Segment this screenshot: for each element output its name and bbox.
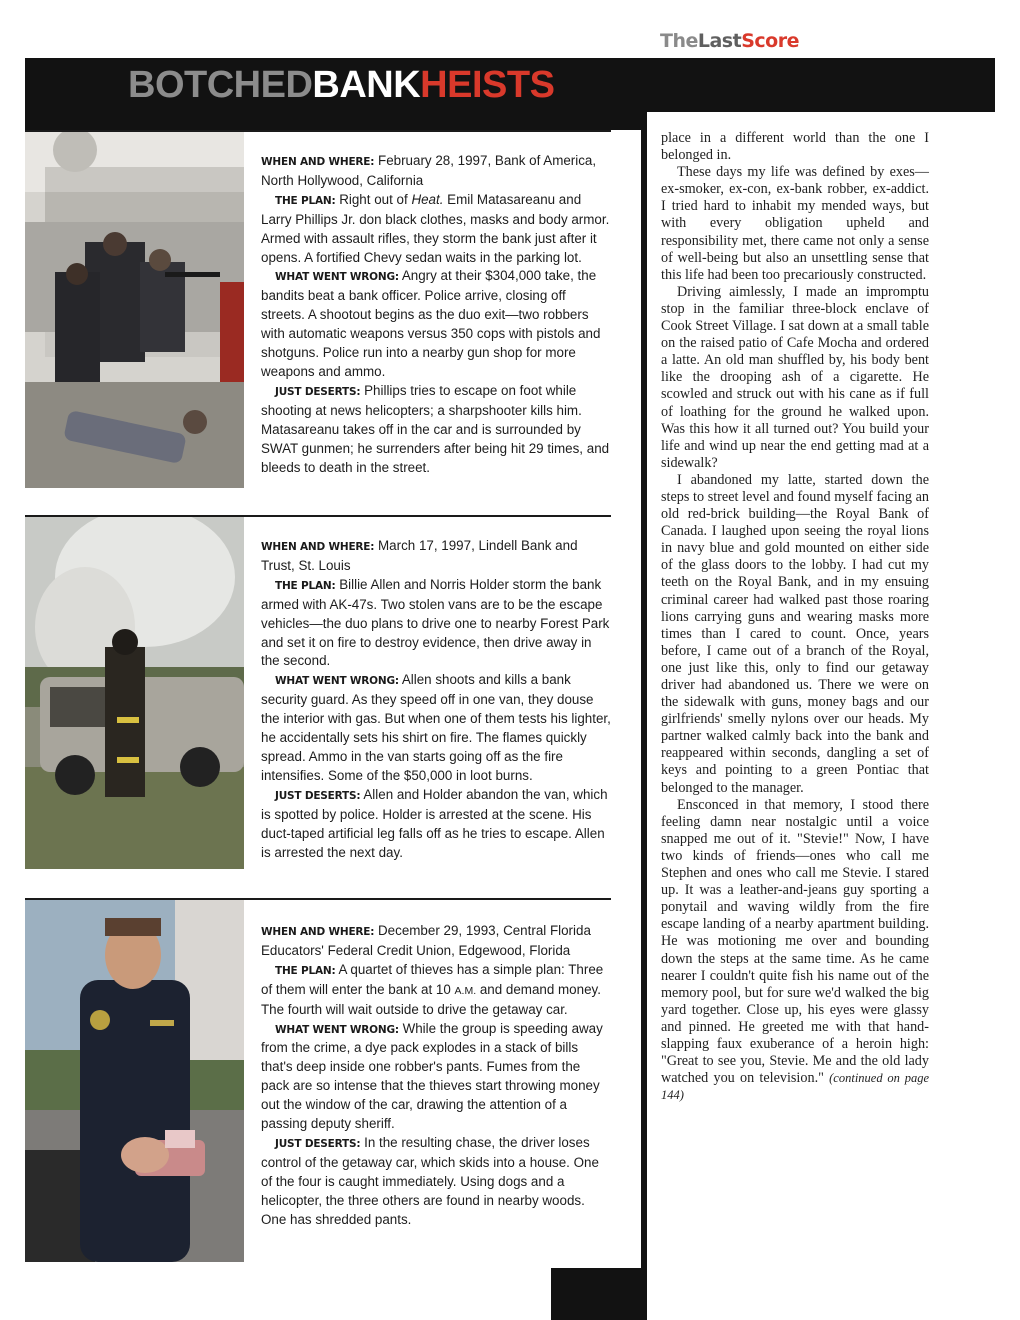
story-column	[661, 130, 929, 1104]
photo-deputy	[25, 900, 244, 1262]
column-rule	[641, 58, 647, 1320]
continued-note: (continued on page 144)	[661, 1071, 929, 1103]
story-paragraph: I abandoned my latte, started down the steps to street level and found myself facing an old red-brick building—the Royal Bank of Canada. I laughed upon seeing the royal lions in navy blue and gold mounted on either side of the glass doors to the lobby. I had cut my teeth on the Royal Bank, and in my ensuing criminal career had walked past those roaring lions carrying guns and wearing masks more times than I cared to count. Once, years before, I came out of a branch of the Royal, one just like this, only to find our getaway driver had abandoned us. There we were on the sidewalk with guns, money bags and our girlfriends' smelly nylons over our heads. My partner walked calmly back into the bank and reappeared within seconds, dangling a set of keys and pointing to a green Pontiac that belonged to the manager.	[661, 471, 929, 796]
story-paragraph: These days my life was defined by exes—ex-smoker, ex-con, ex-bank robber, ex-addict. I tried hard to inhabit my mended ways, but with every obligation upheld and responsibility met, there came not only a sense of well-being but also an unsettling sense that this life had been too precariously constructed.	[661, 164, 929, 283]
photo-burning-van	[25, 517, 244, 869]
heist-entry: WHEN AND WHERE: February 28, 1997, Bank of America, North Hollywood, California THE PLAN: Right out of Heat. Emil Matasareanu and Larry Phillips Jr. don black clothes, masks and body armor. Armed with assault rifles, they storm the bank just after it opens. A fortified Chevy sedan waits in the parking lot. WHAT WENT WRONG: Angry at their $304,000 take, the bandits beat a bank officer. Police arrive, closing off streets. A shootout begins as the duo exit—two robbers with automatic weapons versus 350 cops with pistols and shotguns. Police run into a nearby gun shop for more weapons and ammo. JUST DESERTS: Phillips tries to escape on foot while shooting at news helicopters; a sharpshooter kills him. Matasareanu takes off in the car and is surrounded by SWAT gunmen; he surrenders after being hit 29 times, and bleeds to death in the street.	[261, 153, 610, 475]
footer-block	[551, 1268, 647, 1320]
section-label: TheLastScore	[660, 30, 799, 52]
story-paragraph: Ensconced in that memory, I stood there feeling damn near nostalgic until a voice snapped me out of it. "Stevie!" Now, I have two kinds of friends—ones who call me Stephen and ones who call me Stevie. I stared up. It was a leather-and-jeans guy sporting a ponytail and waving wildly from the fire escape landing of a nearby apartment building. He was motioning me over and bounding down the steps at the same time. As he came nearer I couldn't quite fish his name out of the memory pool, but for sure we'd walked the big yard together. Close up, his eyes were glassy and pinned. He greeted me with that hand-slapping faux exuberance of a heroin high: "Great to see you, Stevie. Me and the old lady watched you on television." (continued on page 144)	[661, 796, 929, 1103]
heist-entry: WHEN AND WHERE: December 29, 1993, Central Florida Educators' Federal Credit Union, Edgewood, Florida THE PLAN: A quartet of thieves has a simple plan: Three of them will enter the bank at 10 A.M. and demand money. The fourth will wait outside to drive the getaway car. WHAT WENT WRONG: While the group is speeding away from the crime, a dye pack explodes in a stack of bills that's deep inside one robber's pants. Fumes from the pack are so intense that the thieves start throwing money out the window of the car, drawing the attention of a passing deputy sheriff. JUST DESERTS: In the resulting chase, the driver loses control of the getaway car, which skids into a house. One of the four is caught immediately. Using dogs and a helicopter, the three others are found in nearby woods. One has shredded pants.	[261, 923, 604, 1227]
story-paragraph: place in a different world than the one I belonged in.	[661, 130, 929, 164]
story-paragraph: Driving aimlessly, I made an impromptu stop in the familiar three-block enclave of Cook Street Village. I sat down at a small table on the raised patio of Cafe Mocha and ordered a latte. An old man shuffled by, his body bent like the drooping ash of a cigarette. He scowled and struck out with his cane as if full of loathing for the ground he walked upon. Was this how it all turned out? You build your life and wind up near the end getting mad at a sidewalk?	[661, 283, 929, 471]
page-title: BOTCHEDBANKHEISTS	[128, 64, 555, 106]
heist-entry: WHEN AND WHERE: March 17, 1997, Lindell Bank and Trust, St. Louis THE PLAN: Billie Allen and Norris Holder storm the bank armed with AK-47s. Two stolen vans are to be the escape vehicles—the duo plans to drive one to nearby Forest Park and set it on fire to destroy evidence, then drive away in the second. WHAT WENT WRONG: Allen shoots and kills a bank security guard. As they speed off in one van, they douse the interior with gas. But when one of them tests his lighter, he accidentally sets his shirt on fire. The flames quickly spread. Ammo in the van starts going off as the fire intensifies. Some of the $50,000 in loot burns. JUST DESERTS: Allen and Holder abandon the van, which is spotted by police. Holder is arrested at the scene. His duct-taped artificial leg falls off as he tries to escape. Allen is arrested the next day.	[261, 538, 611, 860]
photo-shootout	[25, 132, 244, 488]
